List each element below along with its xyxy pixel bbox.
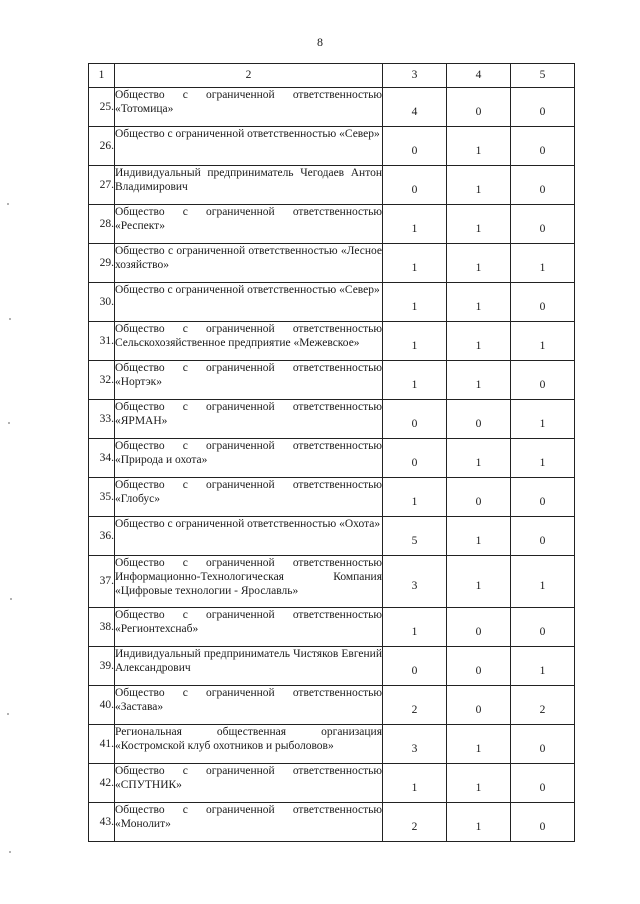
row-number: 43. — [89, 803, 115, 842]
col-3-value: 0 — [383, 647, 447, 686]
col-4-value: 1 — [447, 361, 511, 400]
header-col-5: 5 — [511, 64, 575, 88]
col-5-value: 0 — [511, 205, 575, 244]
col-4-value: 1 — [447, 725, 511, 764]
table-row — [89, 244, 575, 283]
row-number: 37. — [89, 556, 115, 608]
table-row — [89, 283, 575, 322]
scan-speck — [8, 422, 10, 424]
organization-name: Общество с ограниченной ответственностью «Монолит» — [115, 803, 383, 842]
row-number: 27. — [89, 166, 115, 205]
header-col-3: 3 — [383, 64, 447, 88]
col-3-value: 2 — [383, 803, 447, 842]
col-5-value: 2 — [511, 686, 575, 725]
table-row — [89, 647, 575, 686]
table-row — [89, 556, 575, 608]
organization-name: Общество с ограниченной ответственностью «Регионтехснаб» — [115, 608, 383, 647]
row-number: 31. — [89, 322, 115, 361]
organization-name: Общество с ограниченной ответственностью Информационно-Технологическая Компания «Цифровые технологии - Ярославль» — [115, 556, 383, 608]
table-row — [89, 127, 575, 166]
col-4-value: 0 — [447, 686, 511, 725]
col-5-value: 1 — [511, 244, 575, 283]
col-4-value: 0 — [447, 647, 511, 686]
col-4-value: 1 — [447, 517, 511, 556]
col-4-value: 0 — [447, 88, 511, 127]
col-5-value: 0 — [511, 478, 575, 517]
table-row — [89, 686, 575, 725]
scan-speck — [9, 851, 11, 853]
header-col-4: 4 — [447, 64, 511, 88]
table-row — [89, 478, 575, 517]
row-number: 40. — [89, 686, 115, 725]
scan-speck — [7, 713, 9, 715]
table-row — [89, 725, 575, 764]
header-col-2: 2 — [115, 64, 383, 88]
col-5-value: 0 — [511, 608, 575, 647]
col-5-value: 0 — [511, 127, 575, 166]
scan-speck — [7, 203, 9, 205]
row-number: 36. — [89, 517, 115, 556]
col-3-value: 1 — [383, 764, 447, 803]
col-3-value: 4 — [383, 88, 447, 127]
col-4-value: 0 — [447, 400, 511, 439]
col-5-value: 0 — [511, 88, 575, 127]
col-3-value: 1 — [383, 322, 447, 361]
col-4-value: 1 — [447, 556, 511, 608]
table-row — [89, 764, 575, 803]
table-row — [89, 608, 575, 647]
col-4-value: 0 — [447, 608, 511, 647]
col-4-value: 1 — [447, 439, 511, 478]
table-row — [89, 322, 575, 361]
organization-name: Общество с ограниченной ответственностью «Север» — [115, 127, 383, 166]
organization-name: Общество с ограниченной ответственностью «ЯРМАН» — [115, 400, 383, 439]
organization-name: Индивидуальный предприниматель Чистяков Евгений Александрович — [115, 647, 383, 686]
header-col-1: 1 — [89, 64, 115, 88]
row-number: 25. — [89, 88, 115, 127]
col-3-value: 1 — [383, 361, 447, 400]
col-4-value: 1 — [447, 205, 511, 244]
organization-name: Общество с ограниченной ответственностью «Охота» — [115, 517, 383, 556]
col-3-value: 5 — [383, 517, 447, 556]
row-number: 34. — [89, 439, 115, 478]
col-3-value: 2 — [383, 686, 447, 725]
col-3-value: 0 — [383, 127, 447, 166]
page-number: 8 — [317, 35, 323, 49]
col-4-value: 1 — [447, 127, 511, 166]
table-body — [89, 88, 575, 842]
table-row — [89, 361, 575, 400]
row-number: 33. — [89, 400, 115, 439]
table-row — [89, 166, 575, 205]
table-row — [89, 803, 575, 842]
row-number: 28. — [89, 205, 115, 244]
organization-name: Региональная общественная организация «Костромской клуб охотников и рыболовов» — [115, 725, 383, 764]
col-4-value: 0 — [447, 478, 511, 517]
organization-name: Общество с ограниченной ответственностью «Глобус» — [115, 478, 383, 517]
col-5-value: 0 — [511, 725, 575, 764]
row-number: 35. — [89, 478, 115, 517]
table-row — [89, 400, 575, 439]
col-4-value: 1 — [447, 166, 511, 205]
organization-name: Общество с ограниченной ответственностью Сельскохозяйственное предприятие «Межевское» — [115, 322, 383, 361]
col-3-value: 0 — [383, 166, 447, 205]
col-4-value: 1 — [447, 764, 511, 803]
row-number: 26. — [89, 127, 115, 166]
table-row — [89, 517, 575, 556]
col-3-value: 3 — [383, 556, 447, 608]
col-5-value: 0 — [511, 166, 575, 205]
col-3-value: 0 — [383, 439, 447, 478]
scan-speck — [9, 318, 11, 320]
organization-name: Общество с ограниченной ответственностью «СПУТНИК» — [115, 764, 383, 803]
row-number: 29. — [89, 244, 115, 283]
organization-name: Общество с ограниченной ответственностью «Застава» — [115, 686, 383, 725]
col-5-value: 0 — [511, 764, 575, 803]
col-4-value: 1 — [447, 244, 511, 283]
organization-name: Индивидуальный предприниматель Чегодаев Антон Владимирович — [115, 166, 383, 205]
organization-name: Общество с ограниченной ответственностью «Нортэк» — [115, 361, 383, 400]
col-5-value: 1 — [511, 400, 575, 439]
col-4-value: 1 — [447, 283, 511, 322]
table-row — [89, 205, 575, 244]
col-5-value: 1 — [511, 322, 575, 361]
col-5-value: 1 — [511, 556, 575, 608]
col-3-value: 1 — [383, 478, 447, 517]
col-3-value: 3 — [383, 725, 447, 764]
col-3-value: 1 — [383, 608, 447, 647]
col-4-value: 1 — [447, 803, 511, 842]
col-3-value: 1 — [383, 244, 447, 283]
col-3-value: 1 — [383, 283, 447, 322]
col-5-value: 0 — [511, 361, 575, 400]
organization-name: Общество с ограниченной ответственностью «Лесное хозяйство» — [115, 244, 383, 283]
organization-name: Общество с ограниченной ответственностью «Природа и охота» — [115, 439, 383, 478]
table-header-row — [89, 64, 575, 88]
row-number: 42. — [89, 764, 115, 803]
col-5-value: 0 — [511, 803, 575, 842]
row-number: 41. — [89, 725, 115, 764]
col-5-value: 0 — [511, 517, 575, 556]
col-5-value: 1 — [511, 439, 575, 478]
row-number: 39. — [89, 647, 115, 686]
row-number: 32. — [89, 361, 115, 400]
organization-name: Общество с ограниченной ответственностью «Север» — [115, 283, 383, 322]
table-row — [89, 88, 575, 127]
row-number: 30. — [89, 283, 115, 322]
col-5-value: 0 — [511, 283, 575, 322]
col-3-value: 0 — [383, 400, 447, 439]
col-4-value: 1 — [447, 322, 511, 361]
registry-table — [88, 63, 575, 842]
organization-name: Общество с ограниченной ответственностью «Респект» — [115, 205, 383, 244]
organization-name: Общество с ограниченной ответственностью «Тотомица» — [115, 88, 383, 127]
scan-speck — [10, 598, 12, 600]
col-5-value: 1 — [511, 647, 575, 686]
col-3-value: 1 — [383, 205, 447, 244]
row-number: 38. — [89, 608, 115, 647]
table-row — [89, 439, 575, 478]
